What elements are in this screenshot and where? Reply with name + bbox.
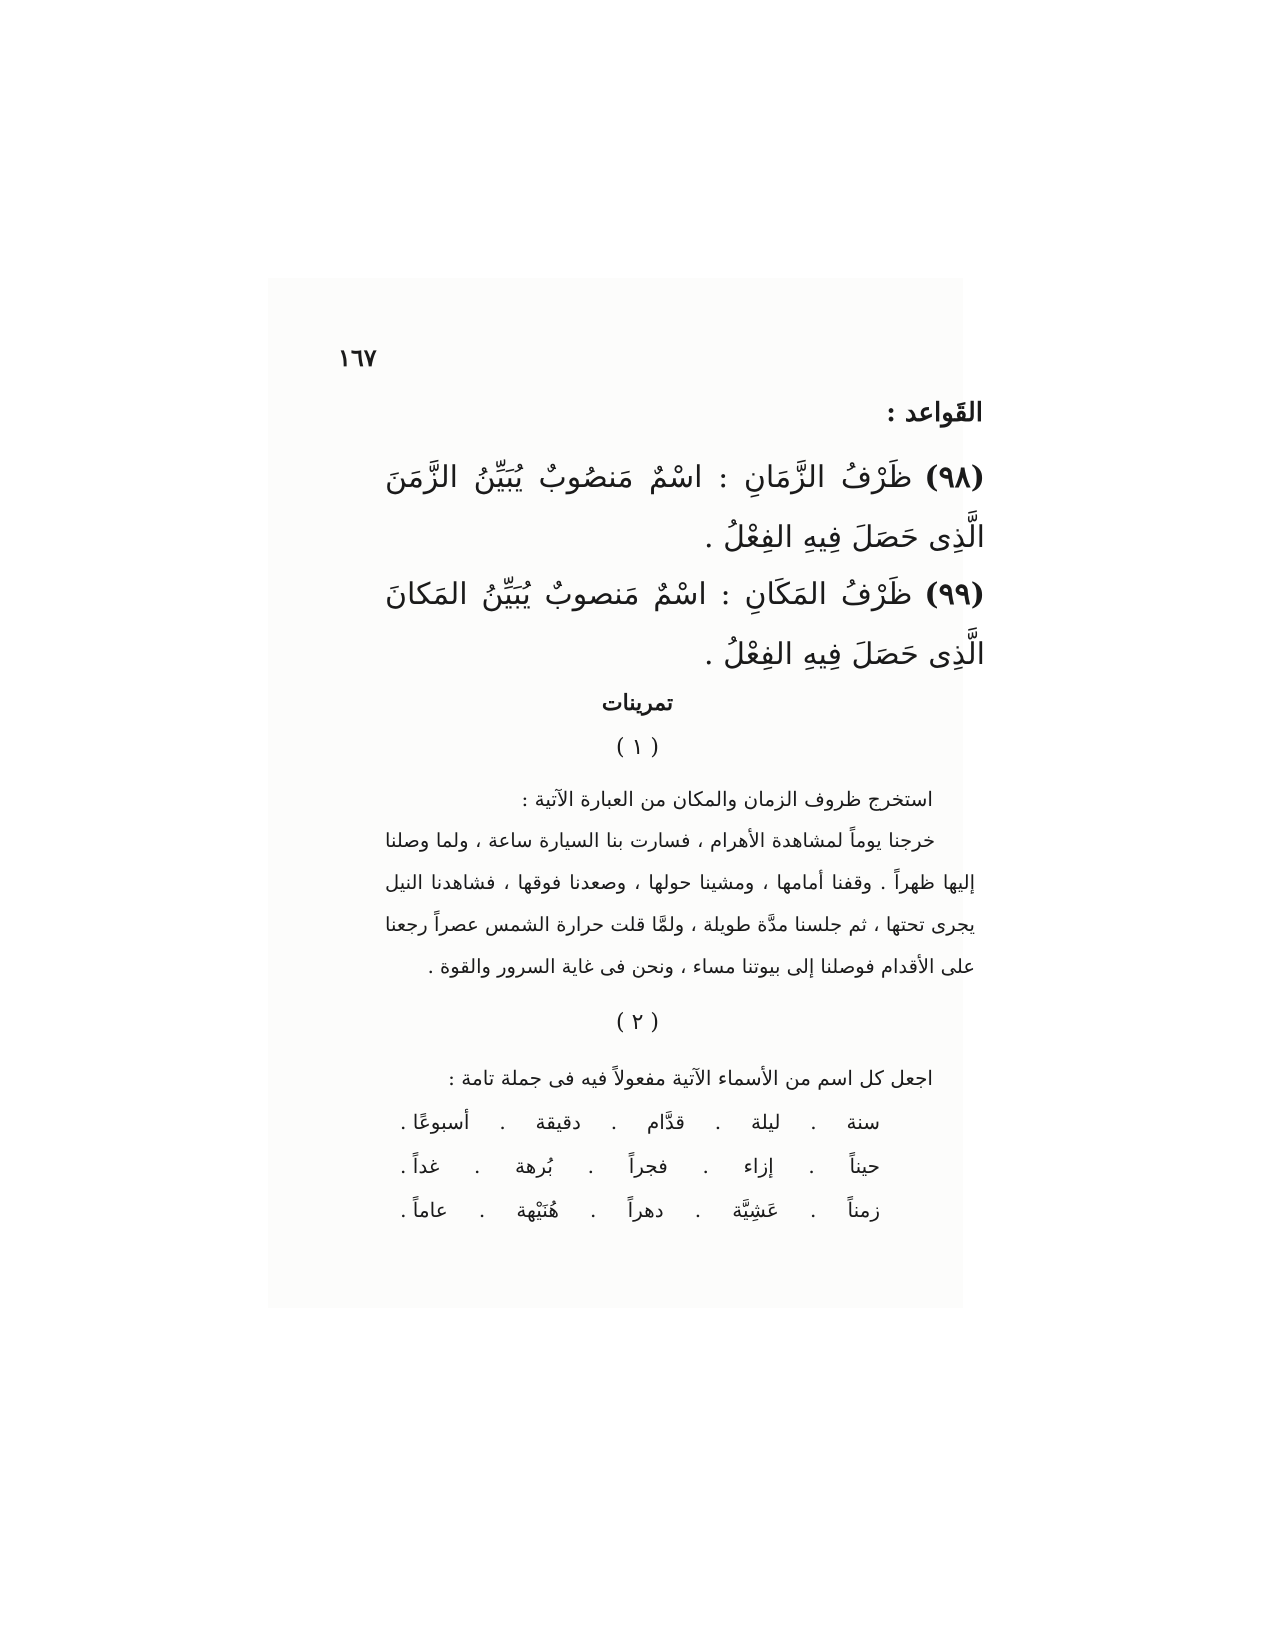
rule-number: (٩٩): [924, 577, 985, 612]
word: ليلة: [750, 1110, 781, 1134]
word-row: [400, 1144, 880, 1188]
word-row: [400, 1188, 880, 1232]
word: أسبوعًا .: [400, 1110, 470, 1134]
word: سنة: [846, 1110, 880, 1134]
word: غداً .: [400, 1154, 440, 1178]
word: عَشِيَّة: [732, 1198, 779, 1222]
separator: .: [499, 1110, 506, 1134]
rule-98: [385, 448, 985, 568]
separator: .: [587, 1154, 594, 1178]
separator: .: [473, 1154, 481, 1178]
rule-99: [385, 565, 985, 685]
word-list: [400, 1100, 880, 1232]
separator: .: [610, 1110, 618, 1134]
word: فجراً: [628, 1154, 668, 1178]
word: دقيقة: [535, 1110, 581, 1134]
rule-text: ظَرْفُ المَكَانِ : اسْمٌ مَنصوبٌ يُبَيِّنُ المَكانَ الَّذِى حَصَلَ فِيهِ الفِعْلُ .: [385, 577, 985, 672]
word: هُنَيْهة: [516, 1198, 559, 1222]
word: عاماً .: [400, 1198, 448, 1222]
exercise-1-passage: خرجنا يوماً لمشاهدة الأهرام ، فسارت بنا السيارة ساعة ، ولما وصلنا إليها ظهراً . وقفنا أمامها ، ومشينا حولها ، وصعدنا فوقها ، فشاهدنا النيل يجرى تحتها ، ثم جلسنا مدَّة طويلة ، ولمَّا قلت حرارة الشمس عصراً رجعنا على الأقدام فوصلنا إلى بيوتنا مساء ، ونحن فى غاية السرور والقوة .: [385, 829, 975, 978]
separator: .: [590, 1198, 597, 1222]
separator: .: [810, 1110, 817, 1134]
word: إزاء: [743, 1154, 774, 1178]
rules-heading: القَواعد :: [886, 398, 983, 428]
separator: .: [694, 1198, 702, 1222]
word-row: [400, 1100, 880, 1144]
word: دهراً: [627, 1198, 664, 1222]
exercise-2-instruction: اجعل كل اسم من الأسماء الآتية مفعولاً فيه فى جملة تامة :: [448, 1066, 933, 1090]
exercises-heading: تمرينات: [601, 690, 674, 716]
separator: .: [808, 1154, 815, 1178]
separator: .: [809, 1198, 817, 1222]
separator: .: [478, 1198, 486, 1222]
separator: .: [714, 1110, 722, 1134]
separator: .: [702, 1154, 709, 1178]
word: زمناً: [847, 1198, 880, 1222]
word: قدَّام: [646, 1110, 685, 1134]
word: بُرهة: [515, 1154, 553, 1178]
rule-text: ظَرْفُ الزَّمَانِ : اسْمٌ مَنصُوبٌ يُبَيِّنُ الزَّمَنَ الَّذِى حَصَلَ فِيهِ الفِعْلُ .: [385, 460, 985, 555]
word: حيناً: [849, 1154, 880, 1178]
page-number: ١٦٧: [338, 343, 377, 372]
rule-number: (٩٨): [924, 460, 985, 495]
exercise-1-number: ( ١ ): [616, 735, 659, 760]
exercise-1-instruction: استخرج ظروف الزمان والمكان من العبارة الآتية :: [521, 787, 933, 811]
exercise-2-number: ( ٢ ): [616, 1010, 659, 1035]
